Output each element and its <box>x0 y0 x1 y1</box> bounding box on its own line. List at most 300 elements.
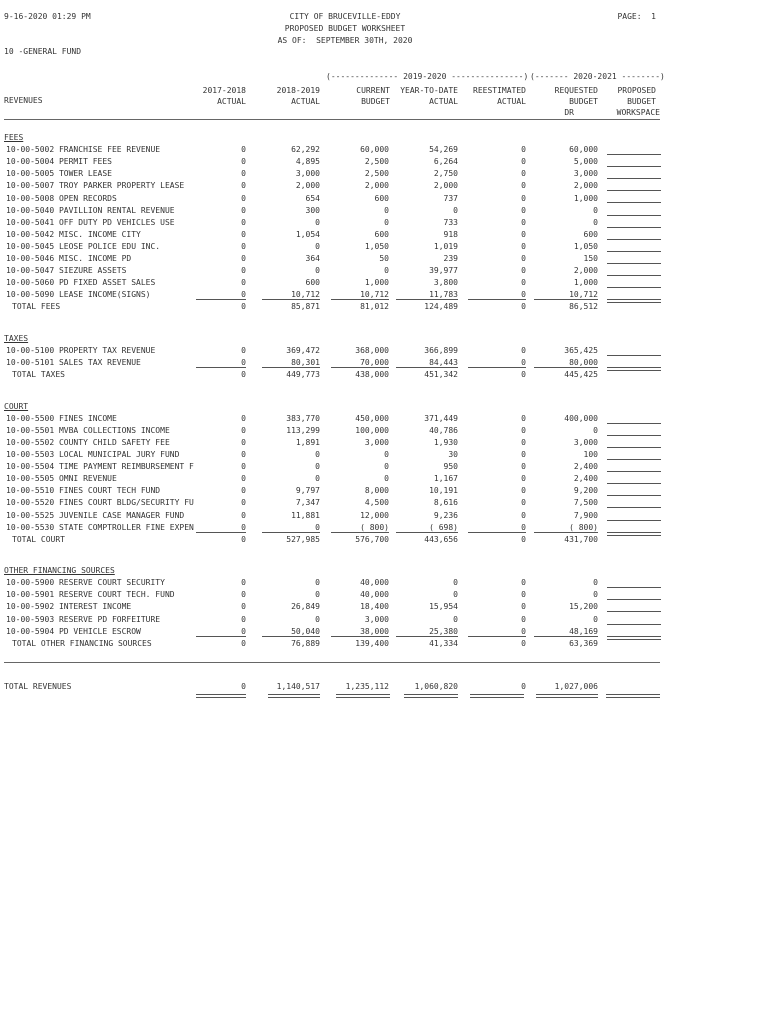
line-item-col-6: 400,000 <box>564 413 598 423</box>
header-rule <box>4 119 660 120</box>
line-item-col-4: 11,783 <box>429 290 458 300</box>
proposed-workspace-blank[interactable] <box>607 227 661 228</box>
subtotal-underline <box>534 367 598 368</box>
line-item-col-3: 0 <box>384 205 389 215</box>
grand-total-col-2: 1,140,517 <box>276 682 320 692</box>
subtotal-underline <box>331 299 389 300</box>
line-item-col-1: 0 <box>241 602 246 612</box>
line-item-label: 10-00-5502 COUNTY CHILD SAFETY FEE <box>6 437 170 447</box>
grand-total-double-rule <box>536 694 598 698</box>
line-item-label: 10-00-5525 JUVENILE CASE MANAGER FUND <box>6 510 185 520</box>
line-item-col-1: 0 <box>241 413 246 423</box>
line-item-col-2: 3,000 <box>295 169 320 179</box>
subtotal-underline <box>262 367 320 368</box>
line-item-col-6: 2,400 <box>573 474 598 484</box>
line-item-col-5: 0 <box>521 486 526 496</box>
line-item-col-2: 10,712 <box>291 290 320 300</box>
line-item-col-5: 0 <box>521 522 526 532</box>
line-item-col-3: 450,000 <box>355 413 389 423</box>
section-total-col-5: 0 <box>521 370 526 380</box>
line-item-col-4: 918 <box>443 229 458 239</box>
line-item-col-5: 0 <box>521 254 526 263</box>
col-proposed-1: PROPOSED <box>617 86 656 95</box>
line-item-col-4: 10,191 <box>429 486 458 496</box>
line-item-col-3: 50 <box>379 254 389 263</box>
line-item-label: 10-00-5520 FINES COURT BLDG/SECURITY FU <box>6 498 194 508</box>
line-item-label: 10-00-5903 RESERVE PD FORFEITURE <box>6 614 161 624</box>
line-item-col-5: 0 <box>521 450 526 460</box>
proposed-workspace-blank[interactable] <box>607 215 661 216</box>
section-total-col-3: 81,012 <box>360 302 389 312</box>
line-item-label: 10-00-5090 LEASE INCOME(SIGNS) <box>6 290 151 300</box>
line-item-col-3: 10,712 <box>360 290 389 300</box>
line-item-col-2: 654 <box>305 193 320 203</box>
proposed-workspace-blank[interactable] <box>607 507 661 508</box>
line-item-col-4: 0 <box>453 590 458 600</box>
subtotal-underline <box>534 299 598 300</box>
line-item-col-5: 0 <box>521 462 526 472</box>
section-total-col-1: 0 <box>241 534 246 544</box>
line-item-label: 10-00-5500 FINES INCOME <box>6 413 117 423</box>
line-item-col-4: 0 <box>453 578 458 588</box>
line-item-col-3: 100,000 <box>355 425 389 435</box>
subtotal-underline <box>534 636 598 637</box>
line-item-col-3: 3,000 <box>364 614 389 624</box>
line-item-col-1: 0 <box>241 450 246 460</box>
section-total-col-5: 0 <box>521 534 526 544</box>
line-item-col-6: 1,000 <box>573 193 598 203</box>
report-timestamp: 9-16-2020 01:29 PM <box>4 12 91 21</box>
line-item-col-6: 0 <box>593 205 598 215</box>
line-item-col-6: 150 <box>583 254 598 263</box>
proposed-workspace-blank[interactable] <box>607 355 661 356</box>
line-item-col-5: 0 <box>521 345 526 355</box>
group-header-2019-2020: (-------------- 2019-2020 ---------------) <box>326 72 529 81</box>
line-item-col-3: 0 <box>384 450 389 460</box>
col-2018-2019-sub: ACTUAL <box>291 97 320 106</box>
subtotal-underline <box>396 367 458 368</box>
line-item-col-6: 1,000 <box>573 278 598 288</box>
line-item-col-4: 54,269 <box>429 145 458 155</box>
line-item-label: 10-00-5005 TOWER LEASE <box>6 169 112 179</box>
proposed-workspace-blank[interactable] <box>607 495 661 496</box>
line-item-col-6: 7,900 <box>573 510 598 520</box>
line-item-col-2: 26,849 <box>291 602 320 612</box>
grand-total-label: TOTAL REVENUES <box>4 682 72 692</box>
section-title: FEES <box>4 133 24 142</box>
line-item-col-4: 2,000 <box>433 181 458 191</box>
grand-total-rule <box>4 662 660 663</box>
line-item-col-5: 0 <box>521 181 526 191</box>
section-title: COURT <box>4 401 29 411</box>
line-item-col-1: 0 <box>241 626 246 636</box>
section-total-label: TOTAL OTHER FINANCING SOURCES <box>12 638 152 648</box>
line-item-col-4: 733 <box>443 217 458 227</box>
proposed-workspace-blank[interactable] <box>607 532 661 536</box>
grand-total-double-rule <box>470 694 524 698</box>
line-item-label: 10-00-5904 PD VEHICLE ESCROW <box>6 626 141 636</box>
line-item-label: 10-00-5900 RESERVE COURT SECURITY <box>6 578 165 588</box>
proposed-workspace-blank[interactable] <box>607 611 661 612</box>
subtotal-underline <box>468 532 526 533</box>
page-number: PAGE: 1 <box>617 12 656 21</box>
proposed-workspace-blank[interactable] <box>607 471 661 472</box>
line-item-col-2: 0 <box>315 474 320 484</box>
line-item-col-5: 0 <box>521 626 526 636</box>
line-item-col-3: 40,000 <box>360 578 389 588</box>
section-total-col-2: 76,889 <box>291 638 320 648</box>
line-item-label: 10-00-5503 LOCAL MUNICIPAL JURY FUND <box>6 450 180 460</box>
proposed-workspace-blank[interactable] <box>607 447 661 448</box>
line-item-col-6: ( 800) <box>569 522 598 532</box>
line-item-col-5: 0 <box>521 413 526 423</box>
section-total-col-2: 449,773 <box>286 370 320 380</box>
line-item-label: 10-00-5501 MVBA COLLECTIONS INCOME <box>6 425 170 435</box>
line-item-col-1: 0 <box>241 486 246 496</box>
line-item-col-4: 0 <box>453 205 458 215</box>
line-item-label: 10-00-5008 OPEN RECORDS <box>6 193 117 203</box>
line-item-col-2: 0 <box>315 614 320 624</box>
line-item-col-2: 9,797 <box>295 486 320 496</box>
line-item-col-5: 0 <box>521 614 526 624</box>
line-item-label: 10-00-5060 PD FIXED ASSET SALES <box>6 278 156 288</box>
proposed-workspace-blank[interactable] <box>607 624 661 625</box>
subtotal-underline <box>534 532 598 533</box>
line-item-col-2: 62,292 <box>291 145 320 155</box>
line-item-col-2: 0 <box>315 266 320 276</box>
section-total-label: TOTAL TAXES <box>12 370 65 380</box>
line-item-col-5: 0 <box>521 498 526 508</box>
line-item-col-2: 369,472 <box>286 345 320 355</box>
line-item-label: 10-00-5047 SIEZURE ASSETS <box>6 266 127 276</box>
line-item-label: 10-00-5042 MISC. INCOME CITY <box>6 229 141 239</box>
proposed-workspace-blank[interactable] <box>607 190 661 191</box>
line-item-col-6: 7,500 <box>573 498 598 508</box>
line-item-col-1: 0 <box>241 462 246 472</box>
col-ytd-actual-1: YEAR-TO-DATE <box>400 86 458 95</box>
line-item-col-3: 1,000 <box>364 278 389 288</box>
line-item-col-1: 0 <box>241 290 246 300</box>
col-reestimated-2: ACTUAL <box>497 97 526 106</box>
revenues-header: REVENUES <box>4 96 43 105</box>
line-item-col-4: 0 <box>453 614 458 624</box>
line-item-col-2: 0 <box>315 462 320 472</box>
proposed-workspace-blank[interactable] <box>607 599 661 600</box>
col-2018-2019-year: 2018-2019 <box>276 86 320 95</box>
proposed-workspace-blank[interactable] <box>607 299 661 303</box>
section-title: OTHER FINANCING SOURCES <box>4 566 115 576</box>
line-item-col-4: 6,264 <box>433 157 458 167</box>
line-item-col-2: 0 <box>315 241 320 251</box>
line-item-col-1: 0 <box>241 510 246 520</box>
subtotal-underline <box>331 367 389 368</box>
line-item-col-5: 0 <box>521 510 526 520</box>
section-total-col-3: 438,000 <box>355 370 389 380</box>
section-total-col-1: 0 <box>241 638 246 648</box>
line-item-col-2: 1,054 <box>295 229 320 239</box>
line-item-col-4: 8,616 <box>433 498 458 508</box>
line-item-col-3: 18,400 <box>360 602 389 612</box>
line-item-col-6: 600 <box>583 229 598 239</box>
section-total-col-5: 0 <box>521 638 526 648</box>
subtotal-underline <box>396 299 458 300</box>
line-item-col-6: 0 <box>593 578 598 588</box>
col-ytd-actual-2: ACTUAL <box>429 97 458 106</box>
col-2017-2018-sub: ACTUAL <box>217 97 246 106</box>
line-item-col-1: 0 <box>241 157 246 167</box>
line-item-col-3: 4,500 <box>364 498 389 508</box>
proposed-workspace-blank[interactable] <box>607 520 661 521</box>
line-item-col-1: 0 <box>241 578 246 588</box>
line-item-col-2: 113,299 <box>286 425 320 435</box>
line-item-col-5: 0 <box>521 205 526 215</box>
line-item-col-4: 39,977 <box>429 266 458 276</box>
line-item-label: 10-00-5046 MISC. INCOME PD <box>6 254 132 263</box>
line-item-col-6: 15,200 <box>569 602 598 612</box>
proposed-workspace-blank[interactable] <box>607 587 661 588</box>
line-item-col-4: 30 <box>448 450 458 460</box>
col-requested-3: DR <box>564 108 574 117</box>
col-reestimated-1: REESTIMATED <box>473 86 526 95</box>
line-item-col-1: 0 <box>241 498 246 508</box>
line-item-col-6: 10,712 <box>569 290 598 300</box>
section-total-col-6: 431,700 <box>564 534 598 544</box>
section-total-col-4: 443,656 <box>424 534 458 544</box>
line-item-col-5: 0 <box>521 169 526 179</box>
section-total-col-3: 139,400 <box>355 638 389 648</box>
line-item-col-1: 0 <box>241 345 246 355</box>
line-item-col-3: 60,000 <box>360 145 389 155</box>
line-item-col-1: 0 <box>241 278 246 288</box>
grand-total-double-rule <box>268 694 320 698</box>
subtotal-underline <box>196 532 246 533</box>
proposed-workspace-blank[interactable] <box>607 287 661 288</box>
proposed-workspace-blank[interactable] <box>607 178 661 179</box>
col-current-budget-2: BUDGET <box>361 97 390 106</box>
line-item-col-1: 0 <box>241 229 246 239</box>
line-item-col-2: 0 <box>315 590 320 600</box>
col-2017-2018-year: 2017-2018 <box>202 86 246 95</box>
line-item-col-1: 0 <box>241 145 246 155</box>
line-item-col-2: 7,347 <box>295 498 320 508</box>
line-item-col-2: 0 <box>315 217 320 227</box>
subtotal-underline <box>196 367 246 368</box>
section-total-col-1: 0 <box>241 302 246 312</box>
line-item-col-4: 1,167 <box>433 474 458 484</box>
line-item-label: 10-00-5045 LEOSE POLICE EDU INC. <box>6 241 161 251</box>
col-current-budget-1: CURRENT <box>356 86 390 95</box>
line-item-col-5: 0 <box>521 578 526 588</box>
line-item-col-1: 0 <box>241 241 246 251</box>
col-requested-1: REQUESTED <box>554 86 598 95</box>
line-item-col-4: 2,750 <box>433 169 458 179</box>
line-item-col-2: 0 <box>315 522 320 532</box>
line-item-col-4: 1,930 <box>433 437 458 447</box>
line-item-col-2: 2,000 <box>295 181 320 191</box>
grand-total-col-5: 0 <box>521 682 526 692</box>
line-item-col-6: 2,400 <box>573 462 598 472</box>
col-requested-2: BUDGET <box>569 97 598 106</box>
section-total-col-1: 0 <box>241 370 246 380</box>
line-item-col-6: 0 <box>593 425 598 435</box>
line-item-col-1: 0 <box>241 266 246 276</box>
grand-total-double-rule <box>404 694 458 698</box>
section-total-col-4: 124,489 <box>424 302 458 312</box>
proposed-workspace-blank[interactable] <box>607 251 661 252</box>
line-item-label: 10-00-5007 TROY PARKER PROPERTY LEASE <box>6 181 185 191</box>
grand-total-col-4: 1,060,820 <box>414 682 458 692</box>
line-item-label: 10-00-5505 OMNI REVENUE <box>6 474 117 484</box>
grand-total-double-rule <box>336 694 390 698</box>
line-item-col-5: 0 <box>521 602 526 612</box>
fund-name: 10 -GENERAL FUND <box>4 47 82 56</box>
proposed-workspace-blank[interactable] <box>607 263 661 264</box>
line-item-label: 10-00-5901 RESERVE COURT TECH. FUND <box>6 590 175 600</box>
line-item-col-1: 0 <box>241 437 246 447</box>
line-item-col-6: 0 <box>593 217 598 227</box>
line-item-col-6: 2,000 <box>573 266 598 276</box>
section-total-col-4: 451,342 <box>424 370 458 380</box>
line-item-col-4: 9,236 <box>433 510 458 520</box>
line-item-col-3: 0 <box>384 266 389 276</box>
line-item-col-5: 0 <box>521 358 526 368</box>
line-item-col-6: 0 <box>593 614 598 624</box>
line-item-col-1: 0 <box>241 522 246 532</box>
line-item-col-3: 2,500 <box>364 157 389 167</box>
subtotal-underline <box>196 636 246 637</box>
line-item-col-6: 9,200 <box>573 486 598 496</box>
proposed-workspace-blank[interactable] <box>607 154 661 155</box>
line-item-col-1: 0 <box>241 217 246 227</box>
proposed-workspace-blank[interactable] <box>607 239 661 240</box>
proposed-workspace-blank[interactable] <box>607 275 661 276</box>
line-item-label: 10-00-5040 PAVILLION RENTAL REVENUE <box>6 205 175 215</box>
line-item-col-2: 0 <box>315 578 320 588</box>
line-item-col-2: 364 <box>305 254 320 263</box>
line-item-col-1: 0 <box>241 590 246 600</box>
line-item-label: 10-00-5530 STATE COMPTROLLER FINE EXPEN <box>6 522 194 532</box>
line-item-col-2: 4,895 <box>295 157 320 167</box>
line-item-label: 10-00-5100 PROPERTY TAX REVENUE <box>6 345 156 355</box>
proposed-workspace-blank[interactable] <box>607 367 661 371</box>
subtotal-underline <box>468 636 526 637</box>
line-item-col-5: 0 <box>521 290 526 300</box>
line-item-col-5: 0 <box>521 193 526 203</box>
section-total-col-2: 527,985 <box>286 534 320 544</box>
section-title: TAXES <box>4 333 29 343</box>
proposed-workspace-blank[interactable] <box>607 636 661 640</box>
line-item-col-2: 383,770 <box>286 413 320 423</box>
proposed-workspace-blank[interactable] <box>607 202 661 203</box>
subtotal-underline <box>196 299 246 300</box>
line-item-col-3: 40,000 <box>360 590 389 600</box>
line-item-col-3: 8,000 <box>364 486 389 496</box>
line-item-col-4: 737 <box>443 193 458 203</box>
section-total-col-6: 445,425 <box>564 370 598 380</box>
grand-total-col-1: 0 <box>241 682 246 692</box>
line-item-col-3: 12,000 <box>360 510 389 520</box>
line-item-col-1: 0 <box>241 425 246 435</box>
line-item-col-6: 365,425 <box>564 345 598 355</box>
subtotal-underline <box>468 367 526 368</box>
line-item-col-4: 366,899 <box>424 345 458 355</box>
line-item-col-3: 1,050 <box>364 241 389 251</box>
line-item-col-3: ( 800) <box>360 522 389 532</box>
section-total-col-6: 86,512 <box>569 302 598 312</box>
grand-total-col-6: 1,027,006 <box>554 682 598 692</box>
line-item-col-4: 15,954 <box>429 602 458 612</box>
line-item-col-2: 300 <box>305 205 320 215</box>
line-item-col-4: 950 <box>443 462 458 472</box>
line-item-label: 10-00-5504 TIME PAYMENT REIMBURSEMENT F <box>6 462 194 472</box>
line-item-col-2: 80,301 <box>291 358 320 368</box>
section-total-col-6: 63,369 <box>569 638 598 648</box>
line-item-col-5: 0 <box>521 425 526 435</box>
grand-total-double-rule <box>196 694 246 698</box>
line-item-col-3: 0 <box>384 217 389 227</box>
line-item-col-3: 600 <box>374 229 389 239</box>
line-item-col-6: 80,000 <box>569 358 598 368</box>
group-header-2020-2021: (------- 2020-2021 --------) <box>530 72 665 81</box>
section-total-col-5: 0 <box>521 302 526 312</box>
line-item-col-5: 0 <box>521 229 526 239</box>
line-item-col-5: 0 <box>521 157 526 167</box>
proposed-workspace-blank[interactable] <box>607 483 661 484</box>
line-item-col-1: 0 <box>241 181 246 191</box>
line-item-col-6: 5,000 <box>573 157 598 167</box>
line-item-col-3: 0 <box>384 474 389 484</box>
line-item-col-3: 70,000 <box>360 358 389 368</box>
col-proposed-2: BUDGET <box>627 97 656 106</box>
grand-total-col-3: 1,235,112 <box>345 682 389 692</box>
subtotal-underline <box>468 299 526 300</box>
subtotal-underline <box>396 532 458 533</box>
line-item-label: 10-00-5002 FRANCHISE FEE REVENUE <box>6 145 161 155</box>
report-as-of: AS OF: SEPTEMBER 30TH, 2020 <box>277 36 413 45</box>
line-item-col-1: 0 <box>241 474 246 484</box>
line-item-col-6: 100 <box>583 450 598 460</box>
line-item-col-6: 48,169 <box>569 626 598 636</box>
proposed-workspace-blank[interactable] <box>607 166 661 167</box>
line-item-label: 10-00-5041 OFF DUTY PD VEHICLES USE <box>6 217 175 227</box>
city-name: CITY OF BRUCEVILLE-EDDY <box>289 12 401 21</box>
line-item-col-3: 2,500 <box>364 169 389 179</box>
line-item-col-3: 38,000 <box>360 626 389 636</box>
grand-total-double-rule <box>606 694 660 698</box>
proposed-workspace-blank[interactable] <box>607 423 661 424</box>
proposed-workspace-blank[interactable] <box>607 435 661 436</box>
line-item-col-5: 0 <box>521 266 526 276</box>
line-item-col-4: 25,380 <box>429 626 458 636</box>
line-item-col-1: 0 <box>241 254 246 263</box>
col-proposed-3: WORKSPACE <box>616 108 660 117</box>
proposed-workspace-blank[interactable] <box>607 459 661 460</box>
line-item-col-6: 3,000 <box>573 437 598 447</box>
line-item-col-1: 0 <box>241 205 246 215</box>
line-item-col-6: 0 <box>593 590 598 600</box>
section-total-col-3: 576,700 <box>355 534 389 544</box>
line-item-col-5: 0 <box>521 474 526 484</box>
line-item-col-5: 0 <box>521 590 526 600</box>
line-item-col-4: 40,786 <box>429 425 458 435</box>
line-item-col-1: 0 <box>241 614 246 624</box>
line-item-col-6: 1,050 <box>573 241 598 251</box>
line-item-col-3: 368,000 <box>355 345 389 355</box>
line-item-col-1: 0 <box>241 169 246 179</box>
line-item-col-3: 3,000 <box>364 437 389 447</box>
section-total-label: TOTAL FEES <box>12 302 61 312</box>
line-item-col-6: 2,000 <box>573 181 598 191</box>
